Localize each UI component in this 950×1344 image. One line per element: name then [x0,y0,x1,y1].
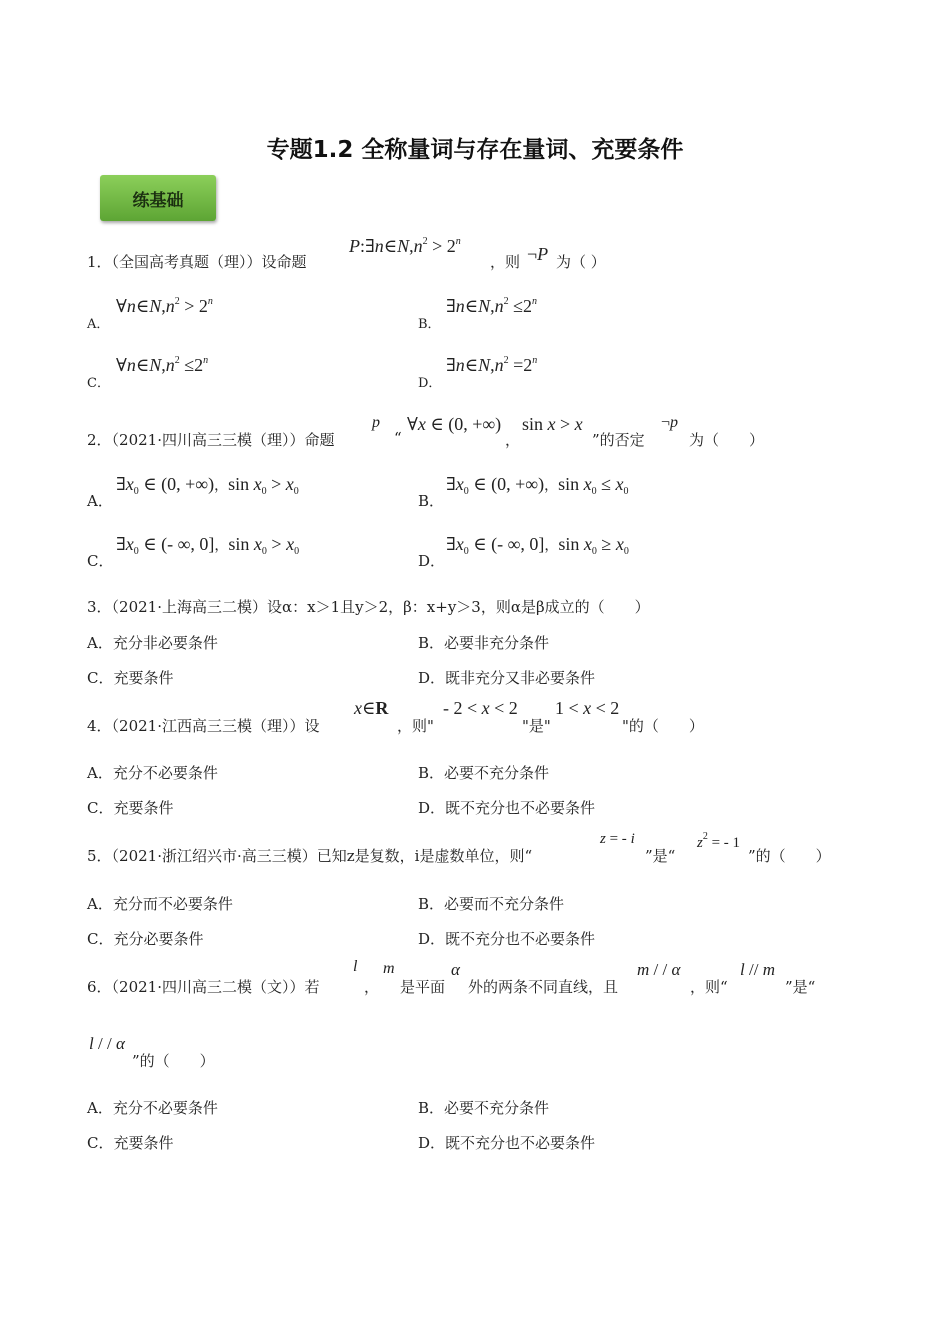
question-5-stem-b: ”是“ [645,847,676,865]
question-6-stem-b: ， [364,978,380,996]
question-1-stem-b: ，则 [490,253,521,271]
question-6-stem-g: ”的（ ） [132,1052,215,1070]
question-5-stem-c: ”的（ ） [748,847,831,865]
option-c[interactable]: C．充要条件 [87,799,174,817]
option-c[interactable]: C．充要条件 [87,1134,174,1152]
formula: - 2 < x < 2 [443,698,518,718]
option-a[interactable]: A．充分不必要条件 [87,1099,218,1117]
question-2-stem-c: ， [505,431,521,449]
page-title: 专题1.2 全称量词与存在量词、充要条件 [266,137,684,163]
question-2-stem-a: 2．（2021·四川高三三模（理））命题 [87,431,335,449]
formula: l / / α [89,1034,125,1053]
option-a[interactable]: A． [87,492,113,510]
question-6-stem-d: 外的两条不同直线，且 [468,978,619,996]
formula: $\exists x_0$ ∈ (- ∞, 0]，$\sin x_0 \ge x_0$ [446,534,629,557]
question-6-stem-e: ，则“ [690,978,728,996]
option-d[interactable]: D．既不充分也不必要条件 [418,799,596,817]
option-c[interactable]: C． [87,376,110,391]
formula: z = - i [600,831,635,847]
formula: $\exists n\in N,n^2 \le 2^n$ [446,296,537,316]
option-a[interactable]: A．充分不必要条件 [87,764,218,782]
question-6-stem-c: 是平面 [400,978,446,996]
formula: ∀x ∈ (0, +∞) [407,414,502,434]
option-d[interactable]: D．既不充分也不必要条件 [418,1134,596,1152]
option-a[interactable]: A． [87,317,110,332]
question-2-stem-b: “ [394,429,402,447]
formula: x∈R [354,698,389,718]
formula: p [372,414,380,431]
question-3-stem: 3．（2021·上海高三二模）设α：x＞1且y＞2，β：x+y＞3，则α是β成立的（ ） [87,598,650,616]
formula: $\exists n\in N,n^2 =2^n$ [446,355,538,375]
question-6-stem-f: ”是“ [785,978,816,996]
option-d[interactable]: D． [418,376,442,391]
formula: $P:\exists n\in N,n^2 > 2^n$ [349,236,461,256]
formula: $\forall n\in N,n^2 > 2^n$ [116,296,213,316]
option-b[interactable]: B．必要非充分条件 [418,634,550,652]
option-d[interactable]: D．既非充分又非必要条件 [418,669,596,687]
formula: $z^2$ = - 1 [697,831,741,851]
question-1-stem-a: 1．（全国高考真题（理））设命题 [87,253,307,271]
question-4-stem-c: "是" [522,717,551,735]
option-d[interactable]: D．既不充分也不必要条件 [418,930,596,948]
formula: m [383,960,395,977]
option-b[interactable]: B．必要而不充分条件 [418,895,565,913]
option-b[interactable]: B．必要不充分条件 [418,1099,550,1117]
option-c[interactable]: C．充分必要条件 [87,930,204,948]
formula: α [451,960,460,979]
formula: l [353,958,358,975]
question-4-stem-b: ，则" [397,717,434,735]
formula: $\exists x_0$ ∈ (- ∞, 0]，$\sin x_0 > x_0$ [116,534,300,557]
question-2-stem-d: ”的否定 [592,431,645,449]
formula: 1 < x < 2 [555,698,620,718]
formula: $\exists x_0$ ∈ (0, +∞)，$\sin x_0 \le x_0$ [446,474,629,497]
formula: $\exists x_0$ ∈ (0, +∞)，$\sin x_0 > x_0$ [116,474,299,497]
formula: l // m [740,960,775,979]
formula: m / / α [637,960,681,979]
question-4-stem-a: 4．（2021·江西高三三模（理））设 [87,717,320,735]
question-1-stem-c: 为（ ） [556,253,606,271]
option-c[interactable]: C． [87,552,114,570]
option-a[interactable]: A．充分而不必要条件 [87,895,233,913]
section-badge: 练基础 [100,175,216,221]
option-b[interactable]: B．必要不充分条件 [418,764,550,782]
question-2-stem-e: 为（ ） [689,431,765,449]
question-4-stem-d: "的（ ） [622,717,704,735]
option-b[interactable]: B． [418,492,445,510]
formula: ¬p [661,414,679,431]
formula: ¬P [527,244,549,264]
question-5-stem-a: 5．（2021·浙江绍兴市·高三三模）已知z是复数，i是虚数单位，则“ [87,847,533,865]
option-b[interactable]: B． [418,317,441,332]
option-d[interactable]: D． [418,552,446,570]
formula: sin x > x [522,414,583,434]
option-a[interactable]: A．充分非必要条件 [87,634,218,652]
option-c[interactable]: C．充要条件 [87,669,174,687]
question-6-stem-a: 6．（2021·四川高三二模（文））若 [87,978,320,996]
formula: $\forall n\in N,n^2 \le 2^n$ [116,355,209,375]
